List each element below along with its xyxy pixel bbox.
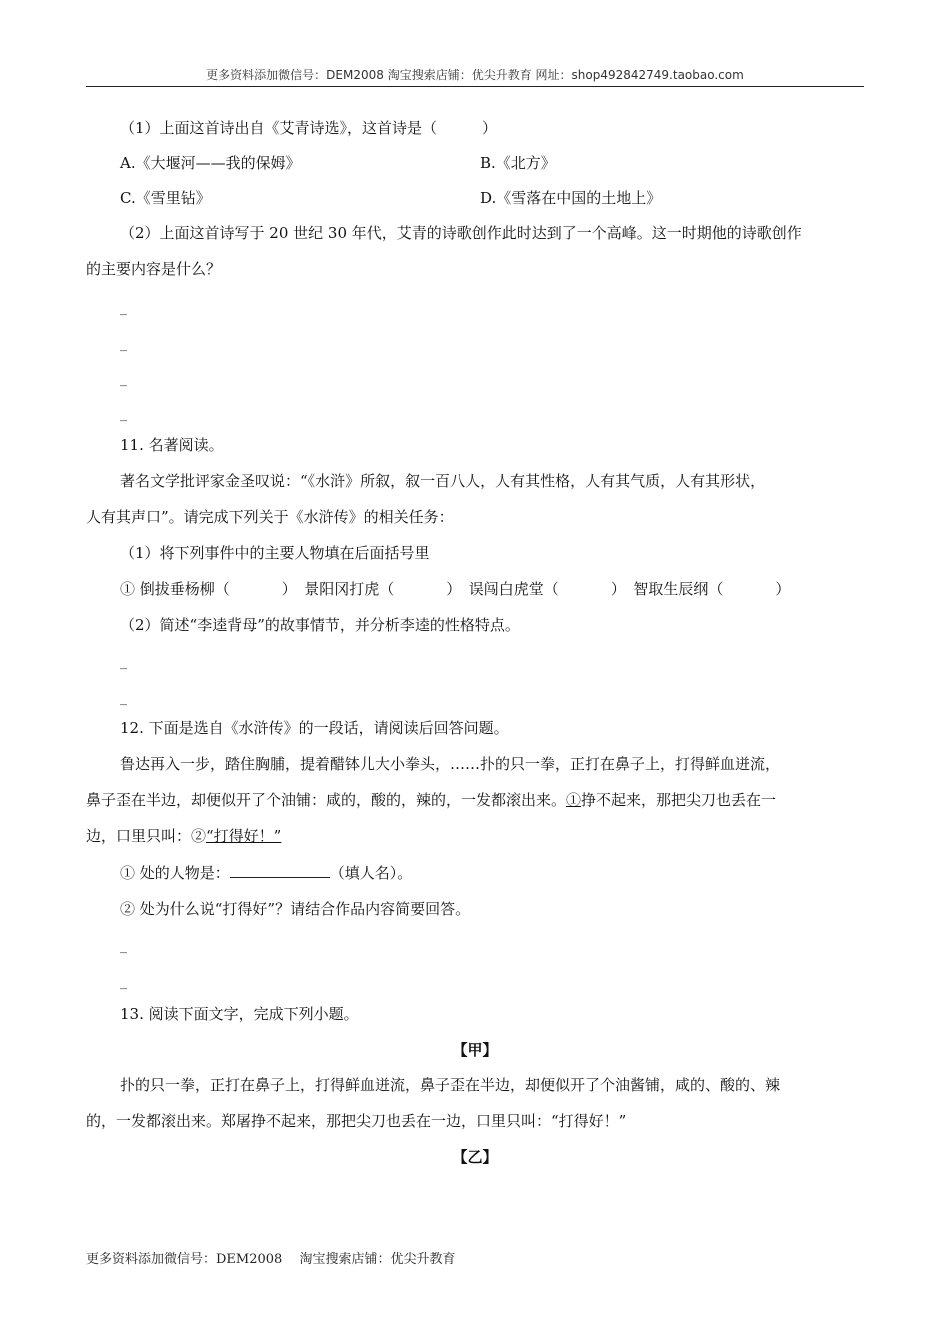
answer-blank: _	[120, 974, 127, 990]
q12-passage-line2	[86, 790, 776, 810]
answer-blank: _	[120, 371, 127, 387]
question-text: （填人名）。	[329, 864, 413, 882]
q12-title: 12. 下面是选自《水浒传》的一段话，请阅读后回答问题。	[120, 719, 509, 737]
q12-question-2: ② 处为什么说“打得好”？请结合作品内容简要回答。	[120, 900, 471, 918]
marker-1: ①	[566, 791, 582, 809]
answer-blank: _	[120, 690, 127, 706]
answer-blank: _	[120, 406, 127, 422]
answer-blank: _	[120, 300, 127, 316]
passage-text: 鼻子歪在半边，却便似开了个油铺：咸的，酸的，辣的，一发都滚出来。	[86, 791, 567, 809]
q12-passage-line1: 鲁达再入一步，踏住胸脯，提着醋钵儿大小拳头，……扑的只一拳，正打在鼻子上，打得鲜血迸流，	[120, 755, 781, 773]
q13-title: 13. 阅读下面文字，完成下列小题。	[120, 1005, 359, 1023]
underlined-quote: “打得好！”	[206, 827, 282, 845]
q13-jia-line2: 的，一发都滚出来。郑屠挣不起来，那把尖刀也丢在一边，口里只叫：“打得好！”	[86, 1112, 627, 1130]
answer-blank: _	[120, 938, 127, 954]
event-2: ） 景阳冈打虎（	[281, 580, 395, 598]
q10-sub1: （1）上面这首诗出自《艾青诗选》，这首诗是（ ）	[120, 119, 498, 137]
event-1: ① 倒拔垂杨柳（	[120, 580, 230, 598]
event-4: ） 智取生辰纲（	[610, 580, 724, 598]
page-header: 更多资料添加微信号：DEM2008 淘宝搜索店铺：优尖升教育 网址：shop492842749.taobao.com	[206, 68, 744, 82]
q11-events	[120, 579, 790, 599]
section-yi-heading: 【乙】	[452, 1148, 498, 1166]
q11-title: 11. 名著阅读。	[120, 436, 224, 454]
passage-text: 边，口里只叫：②	[86, 827, 207, 845]
q12-passage-line3	[86, 826, 281, 846]
q13-jia-line1: 扑的只一拳，正打在鼻子上，打得鲜血迸流，鼻子歪在半边，却便似开了个油酱铺，咸的、酸的、辣	[120, 1076, 781, 1094]
fill-in-blank[interactable]	[230, 863, 330, 878]
event-3: ） 误闯白虎堂（	[446, 580, 559, 598]
q11-sub2: （2）简述“李逵背母”的故事情节，并分析李逵的性格特点。	[120, 616, 520, 634]
q11-intro-line1: 著名文学批评家金圣叹说：“《水浒》所叙，叙一百八人，人有其性格，人有其气质，人有其形状，	[120, 472, 766, 490]
passage-text: 挣不起来，那把尖刀也丢在一	[581, 791, 777, 809]
q10-option-c: C.《雪里钻》	[120, 189, 211, 207]
page-footer: 更多资料添加微信号：DEM2008 淘宝搜索店铺：优尖升教育	[86, 1252, 456, 1267]
event-close: ）	[775, 580, 791, 598]
header-divider	[86, 86, 864, 87]
q10-option-b: B.《北方》	[480, 154, 556, 172]
section-jia-heading: 【甲】	[452, 1041, 498, 1059]
answer-blank: _	[120, 336, 127, 352]
q10-option-a: A.《大堰河——我的保姆》	[120, 154, 301, 172]
q10-sub2-line1: （2）上面这首诗写于 20 世纪 30 年代，艾青的诗歌创作此时达到了一个高峰。这一时期他的诗歌创作	[120, 224, 802, 242]
q11-sub1: （1）将下列事件中的主要人物填在后面括号里	[120, 544, 430, 562]
q10-option-d: D.《雪落在中国的土地上》	[480, 189, 662, 207]
question-text: ① 处的人物是：	[120, 864, 230, 882]
q10-sub2-line2: 的主要内容是什么？	[86, 260, 222, 278]
answer-blank: _	[120, 654, 127, 670]
q11-intro-line2: 人有其声口”。请完成下列关于《水浒传》的相关任务：	[86, 508, 454, 526]
q12-question-1	[120, 863, 412, 883]
